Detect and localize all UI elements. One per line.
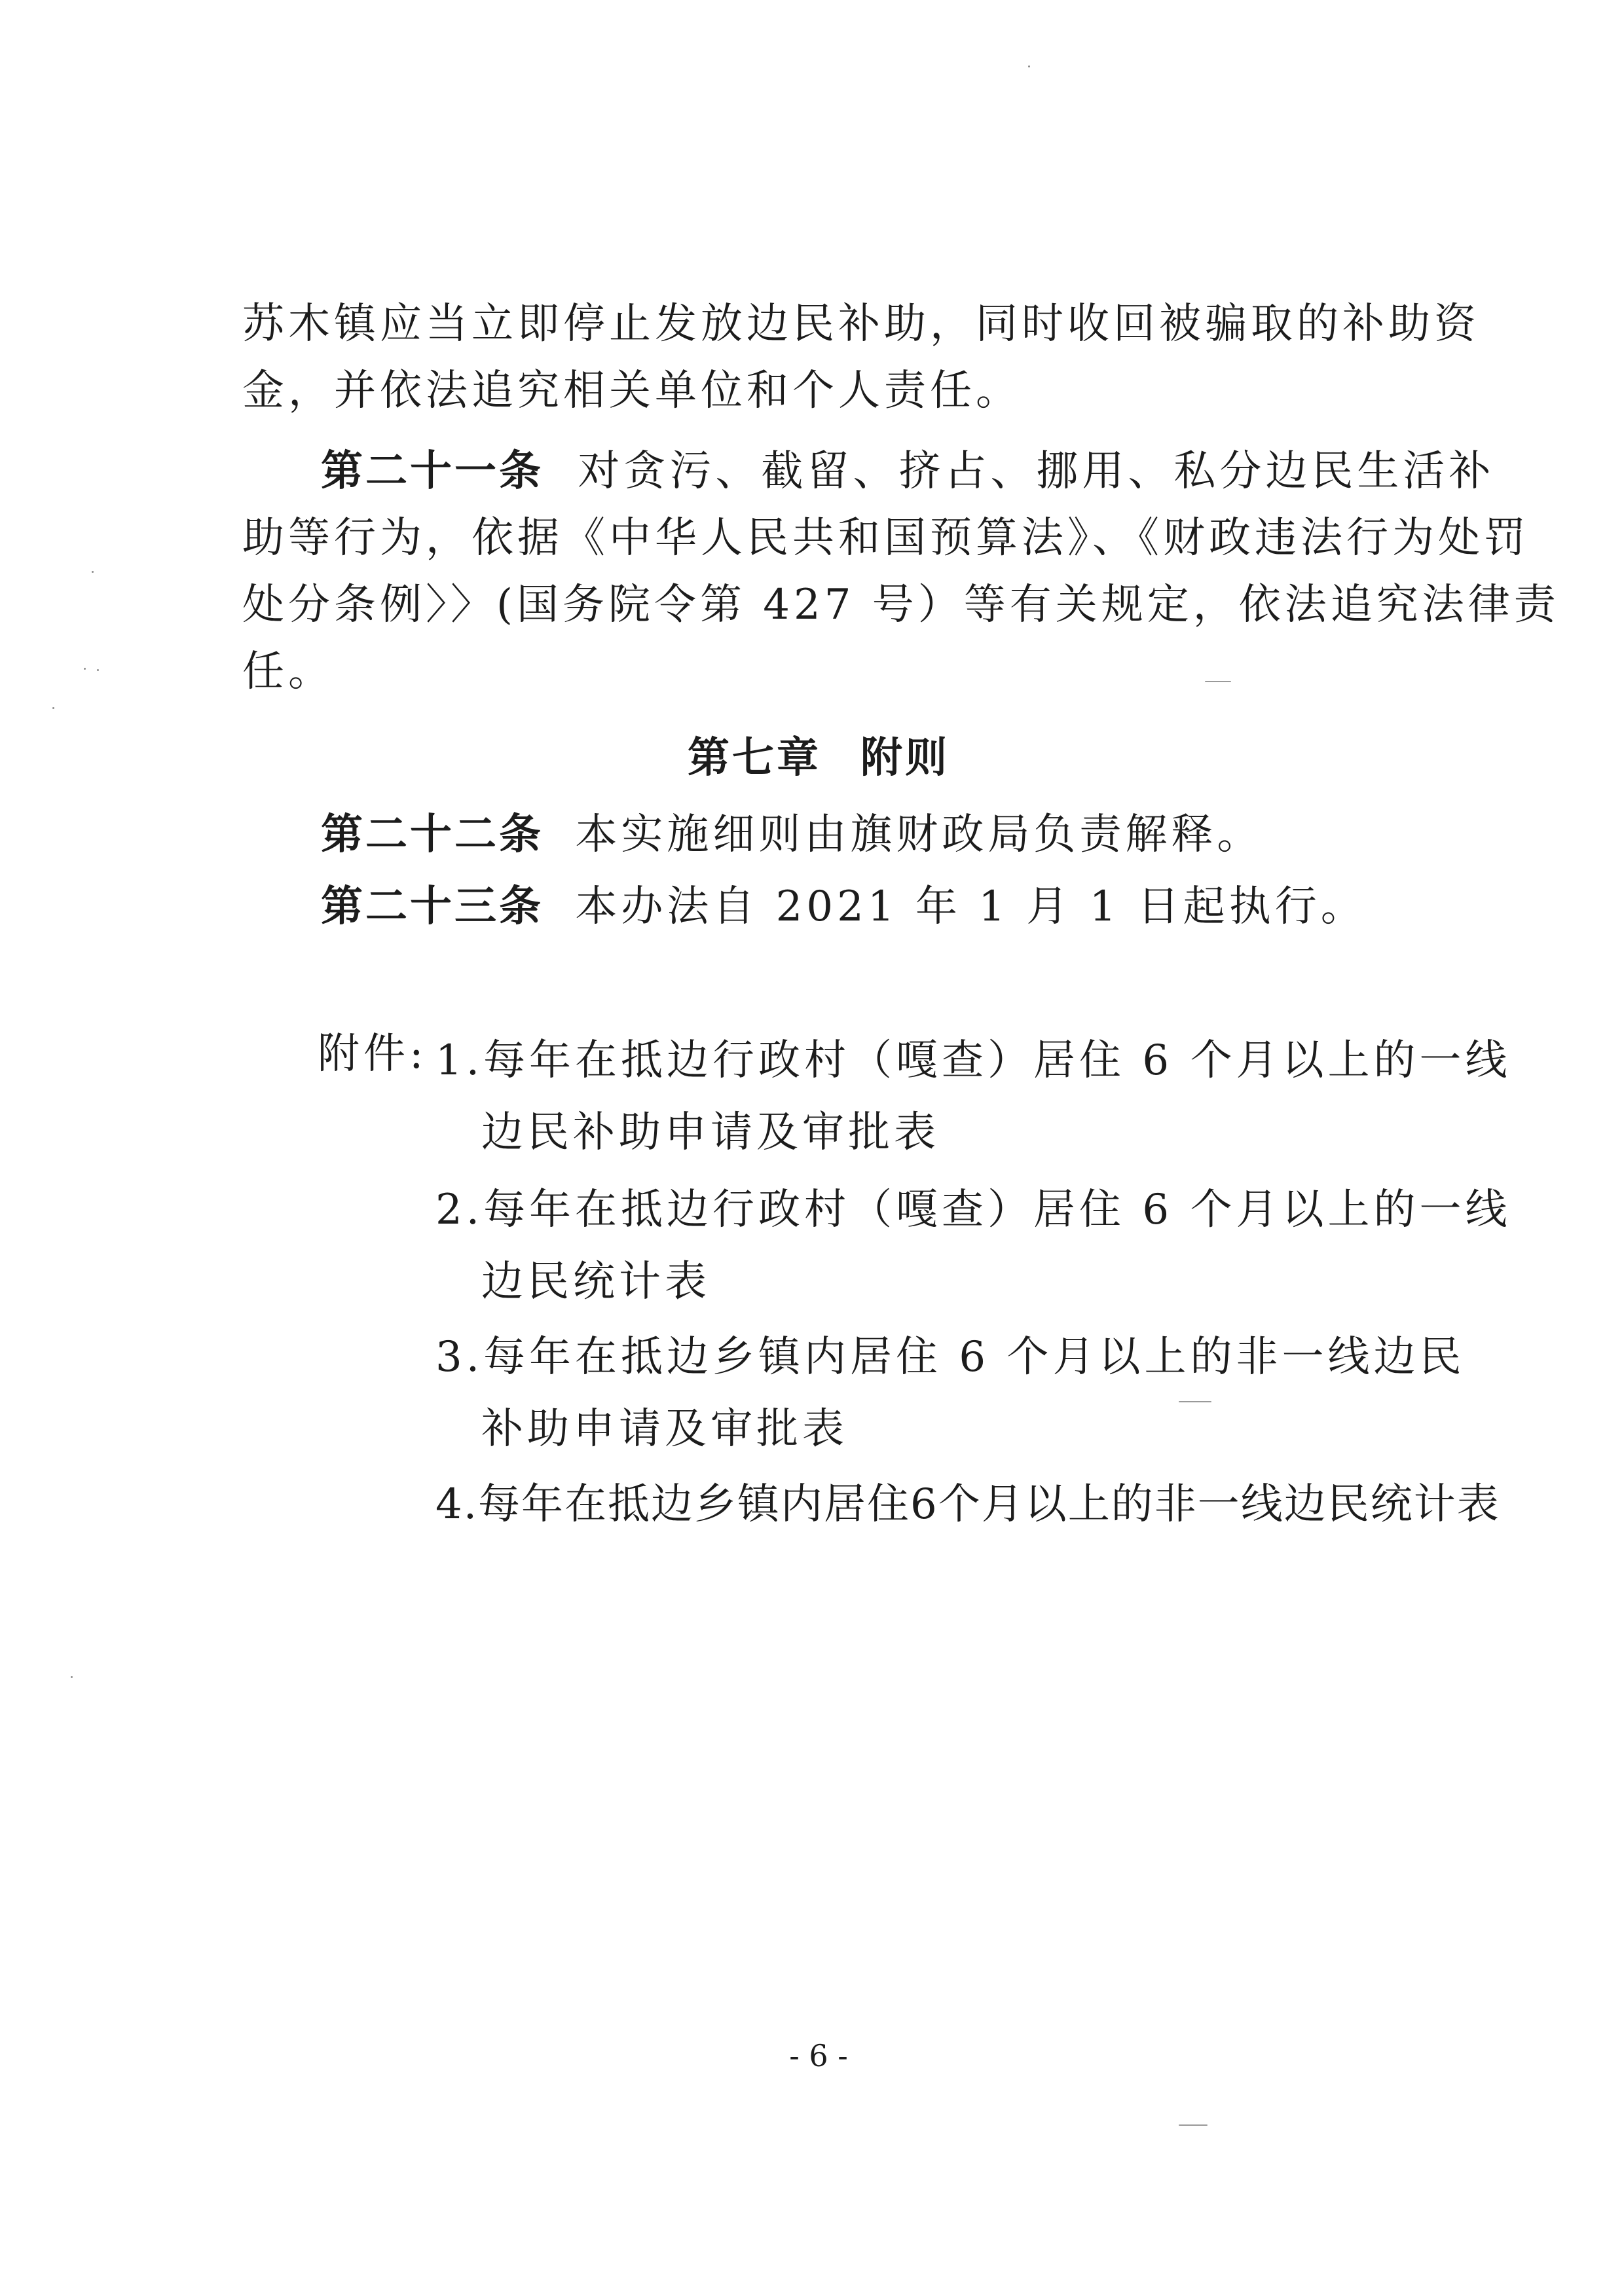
paragraph-line: 任。	[242, 647, 334, 696]
page-number: - 6 -	[789, 2038, 848, 2073]
scan-speck	[52, 707, 54, 709]
attachment-item-continuation: 边民统计表	[481, 1258, 710, 1306]
attachment-item: 3.每年在抵边乡镇内居住 6 个月以上的非一线边民	[435, 1333, 1466, 1381]
scan-speck	[97, 669, 99, 671]
attachment-item: 4.每年在抵边乡镇内居住6个月以上的非一线边民统计表	[435, 1480, 1500, 1529]
scan-speck	[1205, 681, 1231, 682]
attachment-item-continuation: 补助申请及审批表	[481, 1405, 848, 1453]
chapter-heading	[688, 732, 950, 784]
attachment-item-continuation: 边民补助申请及审批表	[481, 1108, 940, 1157]
article-23-line	[321, 881, 1367, 933]
paragraph-line: 助等行为，依据《中华人民共和国预算法》、《财政违法行为处罚	[242, 514, 1530, 562]
scan-speck	[1179, 1401, 1211, 1402]
article-22-text: 本实施细则由旗财政局负责解释。	[575, 811, 1263, 859]
article-21-title: 第二十一条	[321, 447, 544, 496]
chapter-number: 第七章	[688, 734, 821, 782]
scan-speck	[71, 1676, 73, 1678]
scan-speck	[1028, 65, 1030, 67]
article-21-line	[321, 445, 1494, 498]
attachment-item: 1.每年在抵边行政村（嘎查）居住 6 个月以上的一线	[435, 1036, 1511, 1085]
article-21-text: 对贪污、截留、挤占、挪用、私分边民生活补	[578, 447, 1495, 496]
attachment-item: 2.每年在抵边行政村（嘎查）居住 6 个月以上的一线	[435, 1186, 1511, 1234]
article-22-title: 第二十二条	[321, 811, 544, 859]
paragraph-line: 苏木镇应当立即停止发放边民补助，同时收回被骗取的补助资	[242, 300, 1480, 348]
scan-speck	[92, 571, 94, 573]
paragraph-line: 处分条例〉〉(国务院令第 427 号）等有关规定，依法追究法律责	[242, 581, 1560, 629]
scan-speck	[84, 668, 86, 670]
article-22-line	[321, 809, 1263, 861]
scan-speck	[1179, 2124, 1208, 2126]
article-23-text: 本办法自 2021 年 1 月 1 日起执行。	[575, 883, 1367, 931]
chapter-title: 附则	[860, 734, 950, 782]
attachments-label: 附件:	[318, 1030, 428, 1078]
article-23-title: 第二十三条	[321, 883, 544, 931]
paragraph-line: 金，并依法追究相关单位和个人责任。	[242, 367, 1022, 415]
